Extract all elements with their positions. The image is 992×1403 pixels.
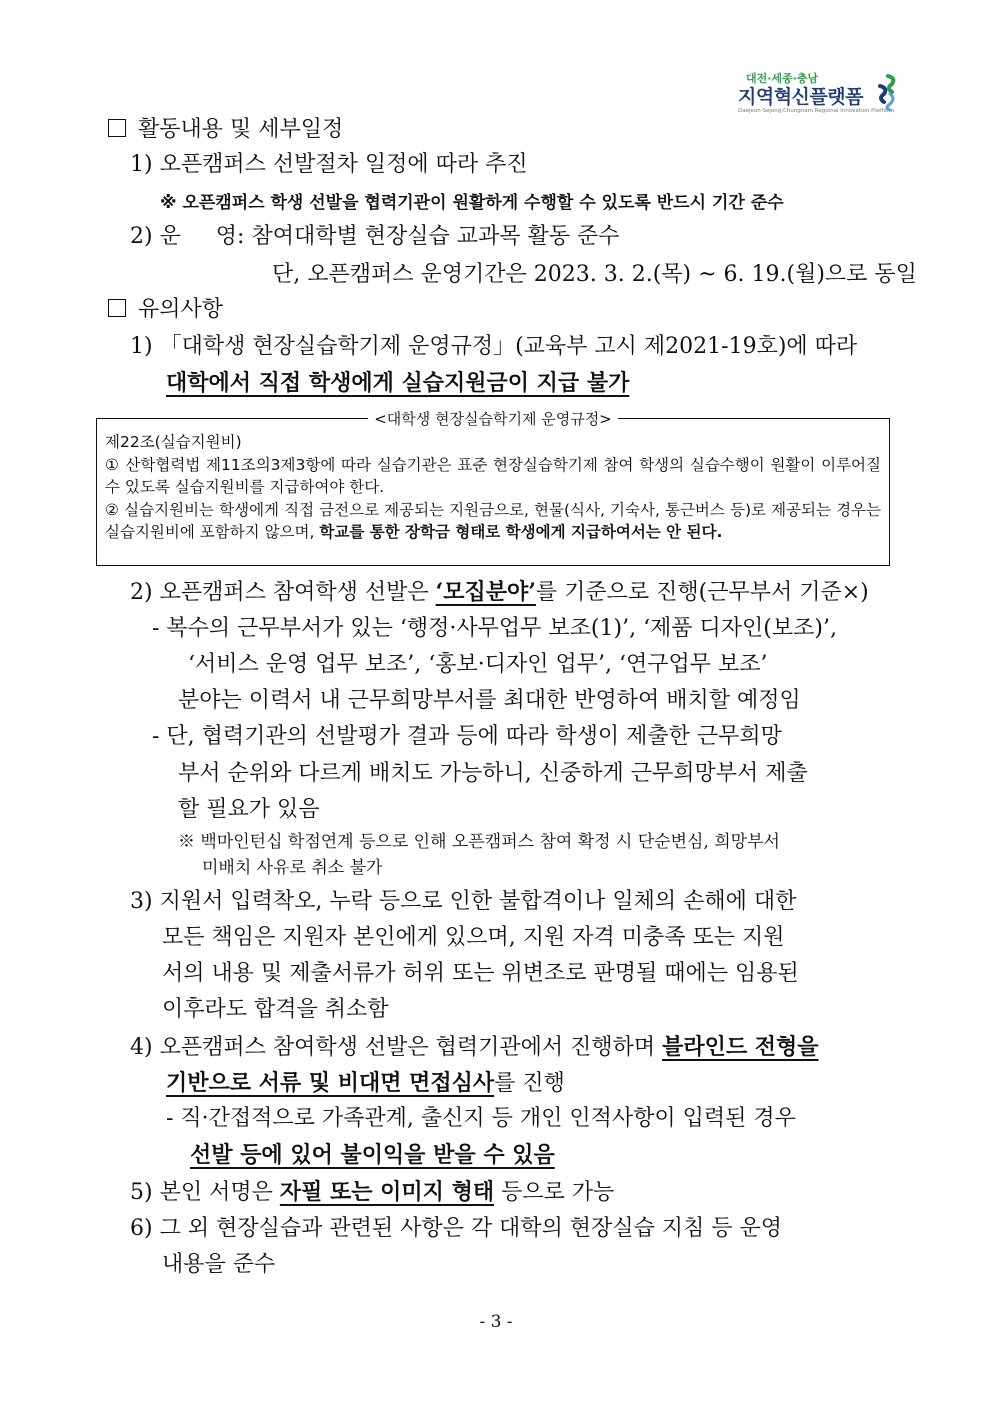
- regulation-box-body: [105, 431, 881, 544]
- note-item-2-dash1-line2: ‘서비스 운영 업무 보조’, ‘홍보·디자인 업무’, ‘연구업무 보조’: [188, 652, 768, 677]
- note-item-6-line1: 6) 그 외 현장실습과 관련된 사항은 각 대학의 현장실습 지침 등 운영: [130, 1216, 783, 1241]
- regulation-paragraph-1: ① 산학협력법 제11조의3제3항에 따라 실습기관은 표준 현장실습학기제 참여 학생의 실습수행이 원활이 이루어질 수 있도록 실습지원비를 지급하여야 한다.: [105, 455, 881, 496]
- regulation-paragraph-2-emphasis: 학교를 통한 장학금 형태로 학생에게 지급하여서는 안 된다.: [319, 523, 723, 541]
- note-item-3-line1: 3) 지원서 입력착오, 누락 등으로 인한 불합격이나 일체의 손해에 대한: [130, 889, 797, 914]
- logo-region-text: 대전·세종·충남: [746, 72, 819, 85]
- logo-english-text: Daejeon·Sejong·Chungnam Regional Innovation Platform: [738, 108, 895, 114]
- note-item-6-line2: 내용을 준수: [162, 1252, 276, 1277]
- note-item-2-dash2-line2: 부서 순위와 다르게 배치도 가능하니, 신중하게 근무희망부서 제출: [178, 761, 808, 786]
- note-item-5-emphasis: 자필 또는 이미지 형태: [279, 1179, 495, 1205]
- note-item-2: 2) 오픈캠퍼스 참여학생 선발은 ‘모집분야’를 기준으로 진행(근무부서 기준×): [130, 579, 869, 605]
- note-item-4-emphasis-a: 블라인드 전형을: [662, 1034, 819, 1060]
- note-item-4-line2: 기반으로 서류 및 비대면 면접심사를 진행: [166, 1070, 565, 1096]
- section-heading-activities: 활동내용 및 세부일정: [108, 115, 343, 145]
- note-item-4-emphasis-b: 기반으로 서류 및 비대면 면접심사: [166, 1070, 495, 1096]
- note-item-2-warning-line1: ※ 백마인턴십 학점연계 등으로 인해 오픈캠퍼스 참여 확정 시 단순변심, 희망부서: [178, 832, 780, 852]
- platform-logo: [738, 70, 908, 120]
- regulation-box: [96, 410, 890, 566]
- note-item-4-line1: 4) 오픈캠퍼스 참여학생 선발은 협력기관에서 진행하며 블라인드 전형을: [130, 1034, 819, 1060]
- note-item-2-emphasis: ‘모집분야’: [435, 579, 536, 605]
- activity-item-1: 1) 오픈캠퍼스 선발절차 일정에 따라 추진: [130, 152, 528, 177]
- activity-item-2-label: 2) 운 영:: [130, 224, 245, 249]
- note-item-5: 5) 본인 서명은 자필 또는 이미지 형태 등으로 가능: [130, 1179, 615, 1205]
- activity-item-2: [130, 222, 619, 252]
- section-heading-notes: 유의사항: [108, 295, 223, 325]
- checkbox-square-icon: [108, 119, 126, 137]
- note-item-2-warning-line2: 미배치 사유로 취소 불가: [202, 858, 383, 878]
- regulation-box-title: <대학생 현장실습학기제 운영규정>: [97, 408, 889, 430]
- page-number: - 3 -: [479, 1312, 513, 1332]
- note-item-1-line2: 대학에서 직접 학생에게 실습지원금이 지급 불가: [166, 370, 630, 396]
- note-item-3-line3: 서의 내용 및 제출서류가 허위 또는 위변조로 판명될 때에는 임용된: [162, 961, 799, 986]
- note-item-3-line4: 이후라도 합격을 취소함: [162, 997, 389, 1022]
- logo-name-text: 지역혁신플랫폼: [738, 86, 863, 108]
- note-item-3-line2: 모든 책임은 지원자 본인에게 있으며, 지원 자격 미충족 또는 지원: [162, 925, 785, 950]
- checkbox-square-icon: [108, 299, 126, 317]
- activity-item-2-text: 참여대학별 현장실습 교과목 활동 준수: [251, 224, 620, 249]
- note-item-2-dash2-line3: 할 필요가 있음: [178, 797, 320, 822]
- activity-item-1-note: ※ 오픈캠퍼스 학생 선발을 협력기관이 원활하게 수행할 수 있도록 반드시 기간 준수: [160, 193, 784, 213]
- note-item-4-dash-line2: 선발 등에 있어 불이익을 받을 수 있음: [190, 1142, 555, 1168]
- note-item-2-dash1-line1: - 복수의 근무부서가 있는 ‘행정·사무업무 보조(1)’, ‘제품 디자인(보조)’,: [152, 616, 837, 641]
- note-item-4-dash-line1: - 직·간접적으로 가족관계, 출신지 등 개인 인적사항이 입력된 경우: [166, 1106, 796, 1131]
- note-item-1-line1: 1) 「대학생 현장실습학기제 운영규정」(교육부 고시 제2021-19호)에 따라: [130, 334, 858, 359]
- regulation-paragraph-2: ② 실습지원비는 학생에게 직접 금전으로 제공되는 지원금으로, 현물(식사, 기숙사, 통근버스 등)로 제공되는 경우는 실습지원비에 포함하지 않으며, 학교를 통한 장학금 형태로 학생에게 지급하여서는 안 된다.: [105, 500, 881, 541]
- note-item-2-dash2-line1: - 단, 협력기관의 선발평가 결과 등에 따라 학생이 제출한 근무희망: [152, 724, 782, 749]
- activity-item-2-continuation: 단, 오픈캠퍼스 운영기간은 2023. 3. 2.(목) ~ 6. 19.(월)으로 동일: [272, 262, 917, 287]
- note-item-2-dash1-line3: 분야는 이력서 내 근무희망부서를 최대한 반영하여 배치할 예정임: [178, 688, 801, 713]
- logo-wave-icon: [870, 72, 900, 112]
- regulation-article: 제22조(실습지원비): [105, 433, 242, 451]
